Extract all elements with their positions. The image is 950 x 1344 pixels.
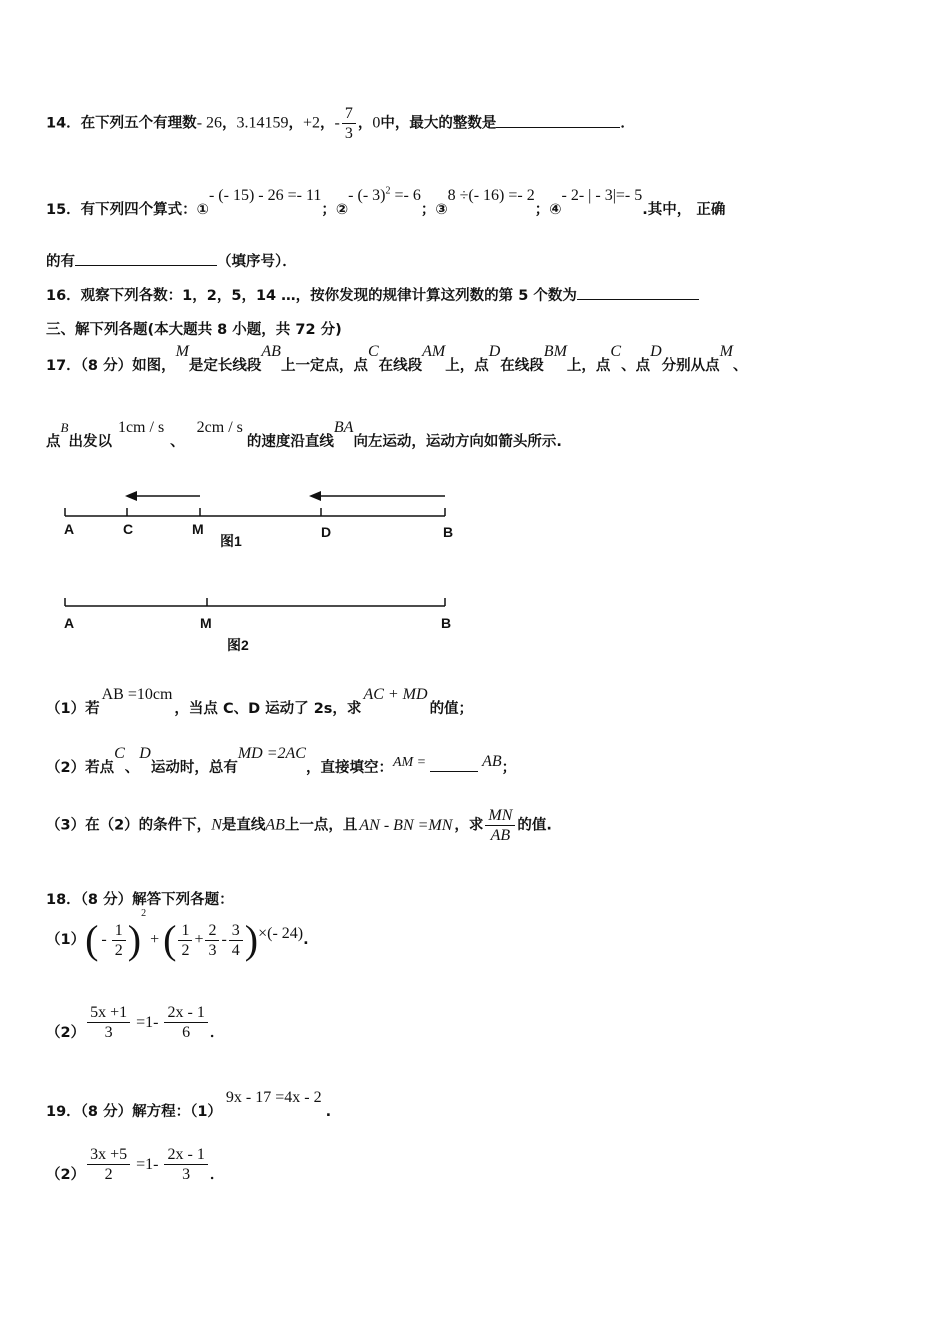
- question-14: 14．在下列五个有理数- 26，3.14159，+2，- $\frac{7}{3}$ ，0中，最大的整数是 ．: [46, 105, 635, 142]
- label-a: A: [64, 521, 75, 537]
- question-17-part2: （2）若点C、D运动时，总有MD =2AC，直接填空：AM = AB；: [46, 745, 517, 776]
- answer-blank[interactable]: [496, 127, 620, 128]
- question-15-line2: 的有 （填序号）．: [46, 254, 297, 270]
- answer-blank[interactable]: [75, 265, 217, 266]
- question-17-part3: （3）在（2）的条件下，N是直线AB上一点，且 AN - BN =MN ，求 $\frac{MN}{AB}$ 的值.: [46, 807, 552, 844]
- question-16: 16．观察下列各数：1，2，5，14 …，按你发现的规律计算这列数的第 5 个数为: [46, 284, 699, 305]
- answer-blank[interactable]: [430, 771, 478, 772]
- question-19: 19．（8 分）解方程：（1）9x - 17 =4x - 2.: [46, 1089, 332, 1120]
- question-18: 18．（8 分）解答下列各题：: [46, 892, 234, 908]
- label-d: D: [321, 524, 332, 540]
- fraction-neg-7-3: $\frac{7}{3}$: [342, 104, 356, 143]
- answer-blank[interactable]: [577, 299, 699, 300]
- label-b: B: [441, 615, 452, 631]
- question-15: 15．有下列四个算式：①- (- 15) - 26 =- 11；②- (- 3)$^2$ =- 6；③8 ÷(- 16) =- 2；④- 2- | - 3|=- 5.其中， 正确: [46, 185, 726, 218]
- arrow-d-head: [309, 491, 321, 501]
- label-m: M: [192, 521, 204, 537]
- section-heading: 三、解下列各题(本大题共 8 小题，共 72 分): [46, 322, 342, 338]
- question-18-part1: （1）( - $\frac{1}{2}$ )$^2$+ ( $\frac{1}{2}$ + $\frac{2}{3}$ - $\frac{3}{4}$ )×(- 24).: [46, 908, 309, 962]
- label-a: A: [64, 615, 75, 631]
- question-17-part1: （1）若AB =10cm，当点 C、D 运动了 2s，求AC + MD的值；: [46, 686, 474, 717]
- question-18-part2: （2） $\frac{5x +1}{3}$ =1- $\frac{2x - 1}{6}$ ．: [46, 1004, 225, 1041]
- label-m: M: [200, 615, 212, 631]
- figure-1: [55, 482, 475, 557]
- question-17-line2: 点B出发以1cm / s、2cm / s的速度沿直线BA向左运动，运动方向如箭头所示.: [46, 419, 562, 450]
- arrow-c-head: [125, 491, 137, 501]
- question-19-part2: （2） $\frac{3x +5}{2}$ =1- $\frac{2x - 1}{3}$ ．: [46, 1146, 225, 1183]
- label-b: B: [443, 524, 454, 540]
- fraction-mn-ab: $\frac{MN}{AB}$: [485, 806, 515, 845]
- caption: 图1: [220, 533, 242, 549]
- label-c: C: [123, 521, 134, 537]
- caption: 图2: [227, 637, 249, 653]
- question-17: 17．（8 分）如图，M是定长线段AB上一定点，点C在线段AM上，点D在线段BM上，点C、点D分别从点M、: [46, 343, 748, 374]
- figure-2: [55, 590, 475, 660]
